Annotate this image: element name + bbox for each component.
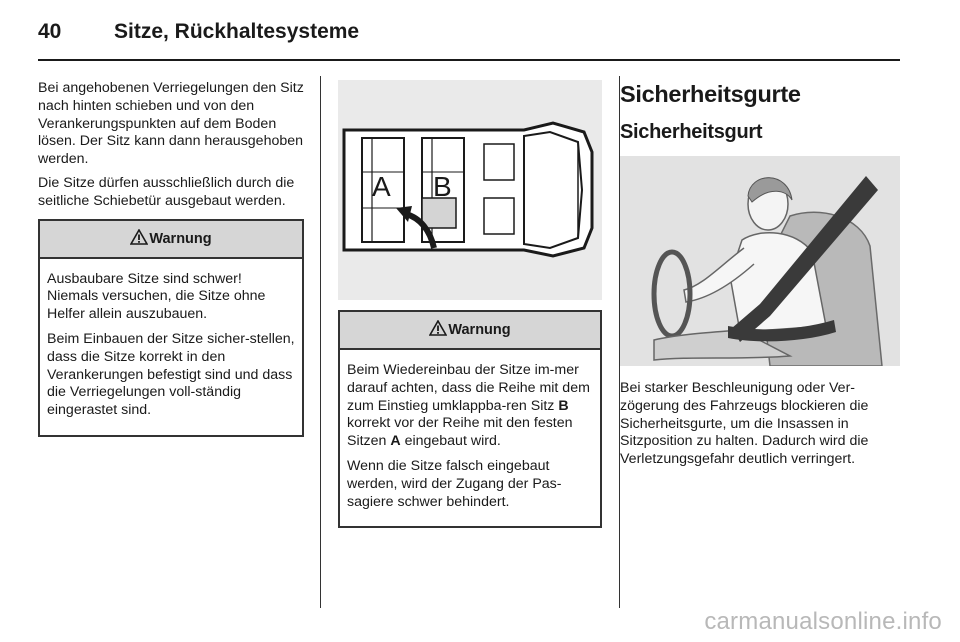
warning-text-order [347, 362, 593, 451]
header-rule [38, 59, 900, 61]
section-title: Sitze, Rückhaltesysteme [114, 20, 360, 43]
seat-layout-figure [338, 80, 602, 300]
column-right [620, 80, 902, 475]
warning-header [340, 312, 600, 350]
warning-text-heavy: Ausbaubare Sitze sind schwer! Niemals versuchen, die Sitze ohne Helfer allein auszubauen. [47, 270, 266, 323]
text-run: eingebaut wird. [400, 433, 501, 450]
text-run: korrekt vor der Reihe mit den festen Sitzen [347, 415, 573, 450]
warning-icon [130, 229, 148, 245]
watermark: carmanualsonline.info [704, 608, 942, 635]
seat-ref-b: B [558, 397, 569, 414]
warning-text-install: Beim Einbauen der Sitze sicher-stellen, dass die Sitze korrekt in den Verankerungen befestigt sind und dass die Verriegelungen voll-ständig eingerastet sind. [47, 330, 295, 419]
paragraph-seat-belt-function: Bei starker Beschleunigung oder Ver-zögerung des Fahrzeugs blockieren die Sicherheitsgurte, um die Insassen in Sitzposition zu halten. Dadurch wird die Verletzungsgefahr deutlich verringert. [620, 380, 869, 468]
page-header [38, 18, 900, 58]
seat-belt-figure [620, 156, 900, 366]
page-number: 40 [38, 20, 62, 43]
warning-box-reinstall [338, 310, 602, 528]
warning-icon [429, 320, 447, 336]
column-left [38, 80, 304, 437]
paragraph-seat-removal: Bei angehobenen Verriegelungen den Sitz nach hinten schieben und von den Verankerungspunkten auf dem Boden lösen. Der Sitz kann dann herausgehoben werden. [38, 80, 304, 168]
column-middle [338, 80, 602, 528]
seat-label-a: A [372, 171, 391, 202]
text-run: Beim Wiedereinbau der Sitze im-mer darauf achten, dass die Reihe mit dem zum Einstieg umklappba-ren Sitz [347, 362, 590, 414]
warning-box-heavy-seats [38, 219, 304, 437]
heading-seat-belts: Sicherheitsgurte [620, 81, 801, 107]
warning-title: Warnung [448, 322, 511, 338]
seat-ref-a: A [390, 433, 401, 450]
van-seat-diagram [338, 80, 602, 300]
warning-text-access: Wenn die Sitze falsch eingebaut werden, wird der Zugang der Pas-sagiere schwer behindert. [347, 457, 562, 510]
column-divider-left [320, 76, 321, 608]
warning-body [340, 350, 600, 526]
warning-title: Warnung [149, 230, 212, 247]
warning-body [40, 259, 302, 435]
warning-header [40, 221, 302, 259]
heading-seat-belt: Sicherheitsgurt [620, 121, 763, 143]
paragraph-sliding-door: Die Sitze dürfen ausschließlich durch die seitliche Schiebetür ausgebaut werden. [38, 174, 295, 209]
driver-belt-illustration [620, 156, 900, 366]
seat-label-b: B [433, 171, 452, 202]
